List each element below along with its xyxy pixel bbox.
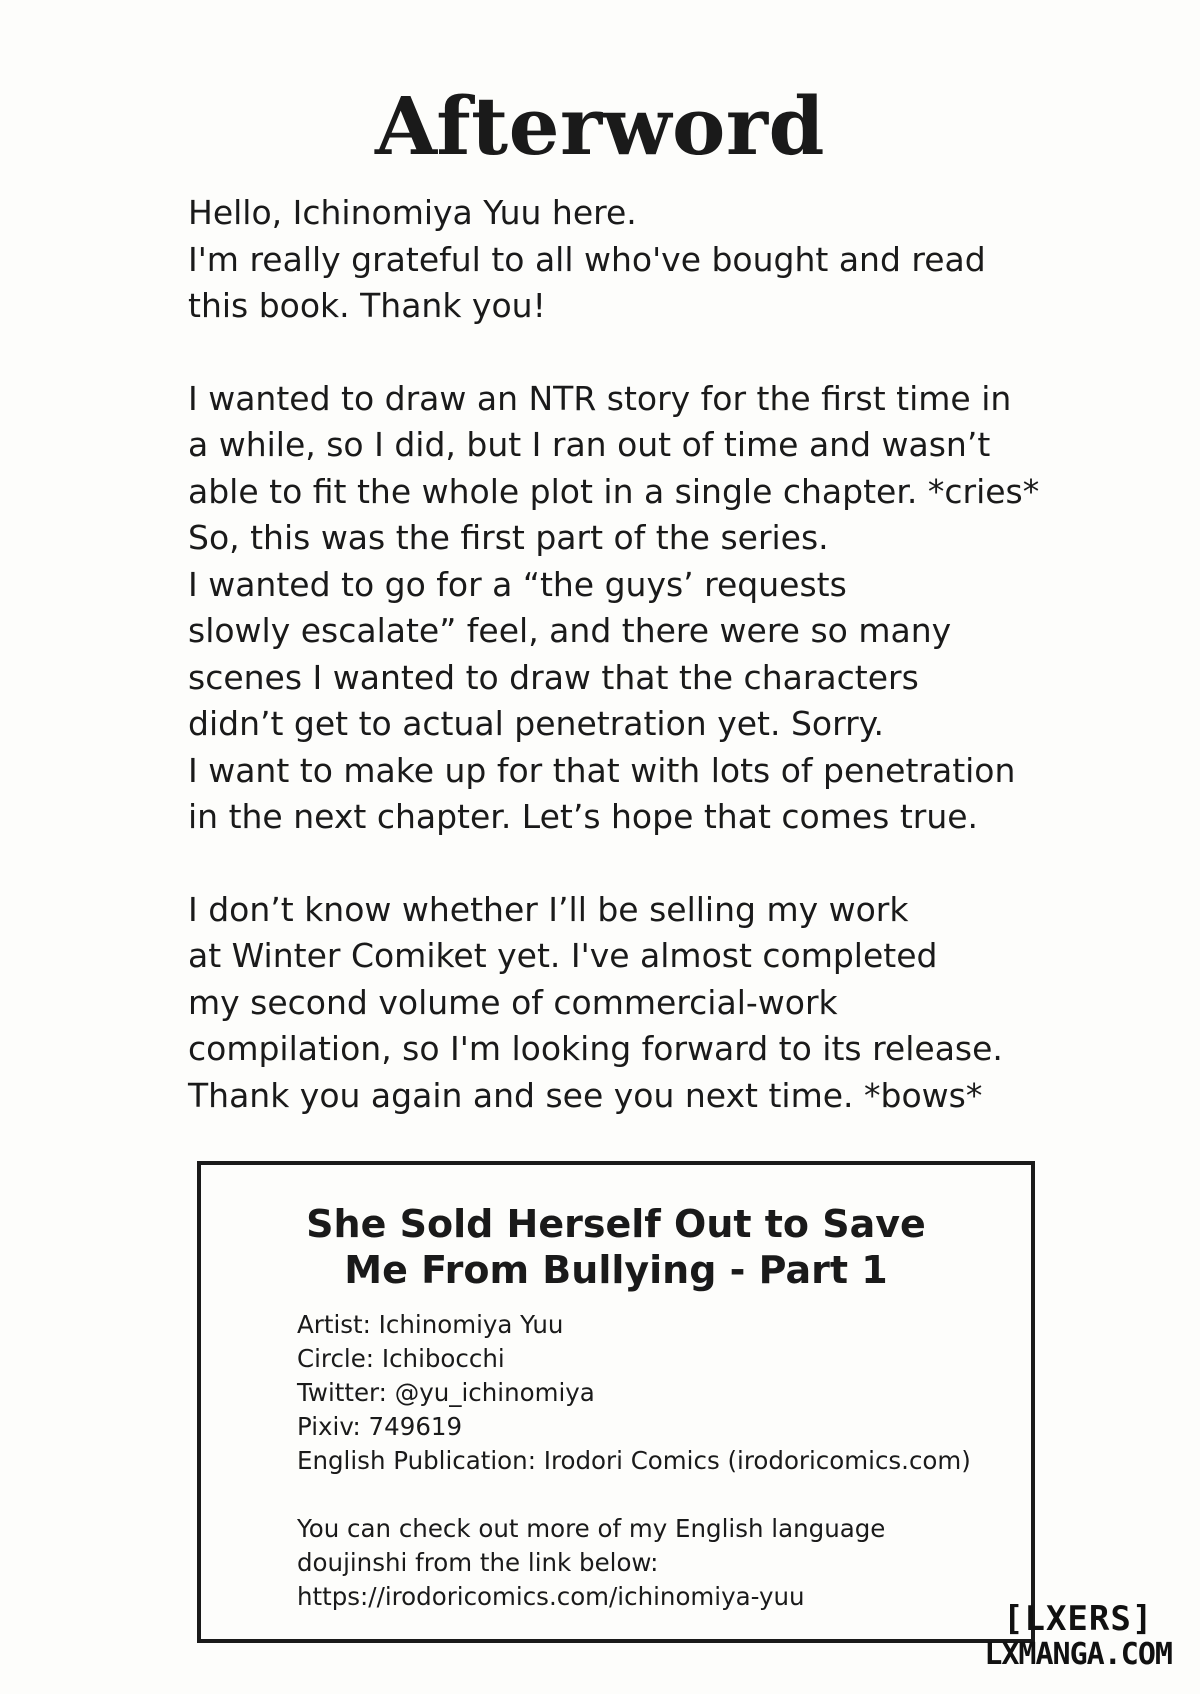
spacer [297,1478,1017,1512]
text-line: able to fit the whole plot in a single chapter. *cries* [188,471,1040,511]
page-title: Afterword [375,79,825,173]
text-line: scenes I wanted to draw that the characters [188,657,919,697]
text-line: compilation, so I'm looking forward to its release. [188,1029,1003,1068]
text-line: this book. Thank you! [188,286,546,325]
text-line: I wanted to go for a “the guys’ requests [188,564,847,604]
paragraph-story [188,376,1068,841]
afterword-body [188,190,1068,1165]
watermark [984,1600,1172,1672]
credits-box [197,1161,1035,1643]
text-line: So, this was the first part of the series. [188,518,829,557]
text-line: I'm really grateful to all who've bought and read [188,239,986,279]
text-line: Thank you again and see you next time. *bows* [188,1075,983,1115]
text-line: in the next chapter. Let’s hope that comes true. [188,797,979,836]
more-info-link: https://irodoricomics.com/ichinomiya-yuu [297,1582,805,1611]
text-line: I want to make up for that with lots of penetration [188,750,1016,790]
work-title-line: Me From Bullying - Part 1 [344,1248,888,1292]
text-line: at Winter Comiket yet. I've almost completed [188,936,938,975]
text-line: slowly escalate” feel, and there were so many [188,611,952,650]
text-line: I don’t know whether I’ll be selling my work [188,889,909,929]
credit-twitter: Twitter: @yu_ichinomiya [297,1378,595,1407]
text-line: my second volume of commercial-work [188,982,838,1022]
credit-artist: Artist: Ichinomiya Yuu [297,1310,564,1339]
watermark-top: [LXERS] [1003,1599,1154,1639]
credit-list [297,1308,1017,1614]
credit-publication: English Publication: Irodori Comics (irodoricomics.com) [297,1446,971,1475]
paragraph-closing [188,887,1068,1120]
work-title-line: She Sold Herself Out to Save [306,1202,926,1246]
more-info-line: doujinshi from the link below: [297,1548,659,1577]
paragraph-greeting [188,190,1068,330]
more-info-line: You can check out more of my English language [297,1514,886,1543]
credit-circle: Circle: Ichibocchi [297,1344,505,1373]
watermark-bottom: LXMANGA.COM [984,1637,1172,1672]
credit-pixiv: Pixiv: 749619 [297,1412,463,1441]
text-line: didn’t get to actual penetration yet. Sorry. [188,704,884,743]
text-line: Hello, Ichinomiya Yuu here. [188,193,637,232]
text-line: I wanted to draw an NTR story for the first time in [188,378,1012,418]
text-line: a while, so I did, but I ran out of time and wasn’t [188,425,991,464]
work-title [201,1201,1031,1293]
